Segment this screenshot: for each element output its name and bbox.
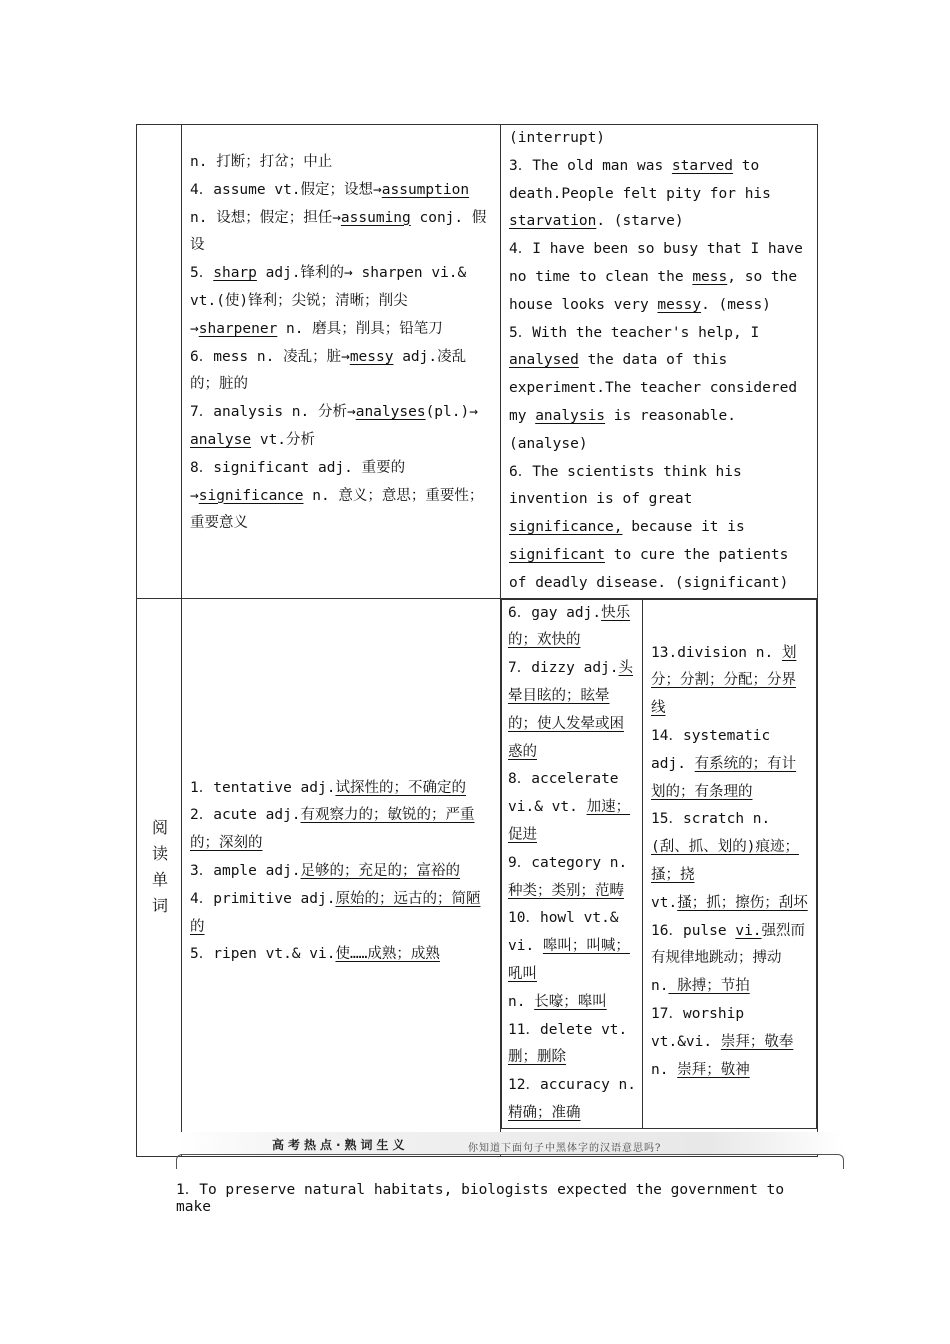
reading-word-item (508, 905, 636, 988)
reading-word-item (508, 1017, 636, 1073)
entry-text: 9．category n. (508, 854, 628, 871)
entry-text: 4．primitive adj. (190, 890, 336, 907)
answer-blank: 有系统的；有计划的；有条理的 (651, 755, 797, 800)
entry-text: , so the house looks very (509, 268, 798, 313)
banner-title: 高考热点·熟词生义 (272, 1138, 409, 1152)
entry-text: to cure the patients of deadly disease. (significant) (509, 546, 789, 591)
reading-words-left-list (182, 599, 500, 970)
entry-text: 11．delete vt. (508, 1021, 628, 1038)
answer-blank: 使……成熟；成熟 (335, 946, 440, 963)
entry-text: 8．significant adj. 重要的→ (190, 459, 406, 504)
answer-blank: significant (509, 546, 606, 563)
entry-text: 7．analysis n. 分析→ (190, 404, 356, 421)
answer-blank: sharpener (198, 320, 278, 337)
reading-word-item (190, 886, 492, 942)
answer-blank: 原始的；远古的；简陋的 (190, 890, 481, 935)
entry-text: 6．mess n. 凌乱；脏→ (190, 348, 350, 365)
reading-word-item (651, 1001, 808, 1057)
reading-word-item (651, 918, 808, 974)
reading-word-item (651, 723, 808, 806)
word-family-item (190, 344, 492, 400)
reading-word-item (508, 600, 636, 656)
answer-blank: 搔；抓；擦伤；刮坏 (677, 894, 808, 911)
entry-text: 6．gay adj. (508, 604, 602, 621)
entry-text: 15．scratch n. (651, 811, 771, 828)
vocabulary-table (136, 124, 818, 1157)
answer-blank: 试探性的；不确定的 (335, 779, 466, 796)
practice-sentence-item (509, 320, 809, 459)
banner-hint: 你知道下面句子中黑体字的汉语意思吗? (468, 1143, 662, 1154)
answer-blank: 种类；类别；范畴 (508, 882, 624, 899)
answer-blank: starved (671, 157, 734, 174)
answer-blank: 崇拜；敬奉 (720, 1033, 794, 1050)
entry-text: 5．With the teacher's help, I (509, 324, 760, 341)
entry-text: 3．ample adj. (190, 862, 301, 879)
entry-text: . (mess) (701, 296, 771, 313)
upper-row (137, 125, 818, 599)
reading-word-item (190, 775, 492, 803)
entry-text: n. 意义；意思；重要性；重要意义 (190, 487, 484, 532)
answer-blank: analysed (509, 352, 579, 369)
sentence-practice-list (501, 125, 817, 598)
answer-blank: (刮、抓、划的)痕迹；搔；挠 (651, 839, 799, 883)
reading-row (137, 598, 818, 1156)
entry-text: 17．worship vt.&vi. (651, 1005, 745, 1050)
reading-words-left-cell (182, 598, 501, 1156)
answer-blank: assuming (340, 209, 411, 226)
answer-blank: 嗥叫；叫喊；吼叫 (508, 938, 630, 982)
reading-words-middle-list (508, 600, 636, 1128)
entry-text: 5． (190, 265, 214, 282)
answer-blank: sharp (213, 265, 257, 282)
entry-text: conj. 假设 (190, 209, 487, 254)
answer-blank: messy (349, 348, 394, 365)
word-family-list (182, 125, 500, 538)
practice-sentence-item (509, 153, 809, 236)
answer-blank: 划分；分割；分配；分界线 (651, 644, 797, 717)
section-banner (176, 1132, 844, 1170)
answer-blank: assumption (381, 181, 470, 198)
reading-words-far-right-cell (643, 599, 817, 1128)
word-family-item (190, 177, 492, 260)
reading-words-subtable (501, 599, 817, 1129)
answer-blank: significance (198, 487, 304, 504)
reading-word-item (190, 941, 492, 969)
answer-blank: 长嚎；嗥叫 (534, 993, 607, 1010)
reading-words-middle-cell (502, 599, 643, 1128)
entry-text: n. (651, 978, 669, 995)
reading-word-item (508, 850, 636, 906)
entry-text: 4．assume vt.假定；设想→ (190, 181, 382, 198)
reading-words-label: 阅读单词 (149, 818, 169, 923)
upper-label-cell (137, 125, 182, 599)
answer-blank: analysis (535, 407, 606, 424)
reading-label-cell (137, 598, 182, 1156)
word-family-item (190, 260, 492, 343)
reading-word-item (190, 802, 492, 858)
answer-blank: 加速；促进 (508, 799, 631, 843)
reading-words-right-cell (501, 598, 818, 1156)
entry-text: because it is (622, 519, 745, 536)
reading-word-item (651, 806, 808, 889)
entry-text: is reasonable.(analyse) (509, 407, 736, 452)
reading-word-item (508, 655, 636, 766)
practice-sentence-item (509, 125, 809, 153)
answer-blank: 脉搏；节拍 (668, 978, 750, 995)
answer-blank: significance, (509, 519, 623, 536)
entry-text: 强烈而有规律地跳动；搏动 (651, 922, 806, 967)
reading-words-far-right-list (651, 640, 808, 1085)
entry-text: 10．howl vt.& vi. (508, 910, 619, 955)
entry-text: adj.锋利的→ sharpen vi.& vt.(使)锋利；尖锐；清晰；削尖→ (190, 265, 467, 337)
sentence-practice-cell (501, 125, 818, 599)
word-family-item (190, 149, 492, 177)
word-family-item (190, 399, 492, 455)
reading-word-item (508, 766, 636, 849)
answer-blank: mess (692, 268, 728, 285)
entry-text: 4．I have been so busy that I have no time to clean the (509, 241, 803, 285)
reading-word-item (508, 989, 636, 1017)
entry-text: adj.凌乱的；脏的 (190, 348, 467, 393)
word-family-cell (182, 125, 501, 599)
answer-blank: 崇拜；敬神 (677, 1061, 750, 1078)
entry-text: 6．The scientists think his invention is of great (509, 463, 742, 508)
reading-word-item (651, 973, 808, 1001)
reading-word-item (651, 890, 808, 918)
entry-text: 16．pulse (651, 922, 736, 939)
entry-text: 7．dizzy adj. (508, 660, 619, 677)
banner-bracket (176, 1154, 844, 1169)
entry-text: 2．acute adj. (190, 807, 301, 824)
answer-blank: vi. (735, 922, 762, 939)
entry-text: n. (508, 993, 535, 1010)
answer-blank: 有观察力的；敏锐的；严重的；深刻的 (190, 807, 475, 852)
entry-text: to death.People felt pity for his (509, 157, 771, 202)
entry-text: n. (651, 1061, 678, 1078)
entry-text: the data of this experiment.The teacher considered my (509, 352, 798, 424)
reading-word-item (190, 858, 492, 886)
entry-text: 12．accuracy n. (508, 1077, 636, 1094)
answer-blank: analyses (355, 404, 426, 421)
entry-text: (interrupt) (509, 130, 606, 146)
entry-text: vt.分析 (251, 431, 316, 448)
answer-blank: analyse (190, 431, 252, 448)
answer-blank: 精确；准确 (508, 1104, 581, 1121)
practice-sentence-item (509, 459, 809, 598)
reading-word-item (651, 1057, 808, 1085)
answer-blank: 快乐的；欢快的 (508, 604, 631, 649)
reading-word-item (651, 640, 808, 723)
answer-blank: 足够的；充足的；富裕的 (300, 862, 461, 879)
entry-text: 13.division n. (651, 644, 782, 661)
entry-text: n. 磨具；削具；铅笔刀 (277, 320, 443, 337)
reading-word-item (508, 1072, 636, 1128)
entry-text: 1．tentative adj. (190, 779, 336, 796)
word-family-item (190, 455, 492, 538)
question-1: 1．To preserve natural habitats, biologists expected the government to make (176, 1182, 785, 1215)
practice-sentence-item (509, 236, 809, 319)
answer-blank: 删；删除 (508, 1049, 566, 1066)
entry-text: vt. (651, 894, 678, 911)
answer-blank: 头晕目眩的；眩晕的；使人发晕或困惑的 (508, 660, 634, 760)
entry-text: n. 设想；假定；担任→ (190, 209, 341, 226)
entry-text: 3．The old man was (509, 157, 672, 174)
entry-text: 14．systematic adj. (651, 727, 771, 772)
entry-text: 8．accelerate vi.& vt. (508, 771, 619, 816)
answer-blank: starvation (509, 213, 597, 230)
entry-text: n. 打断；打岔；中止 (190, 154, 333, 170)
entry-text: . (starve) (596, 213, 684, 230)
answer-blank: messy (657, 296, 702, 313)
entry-text: 5．ripen vt.& vi. (190, 946, 336, 963)
entry-text: (pl.)→ (425, 404, 478, 421)
